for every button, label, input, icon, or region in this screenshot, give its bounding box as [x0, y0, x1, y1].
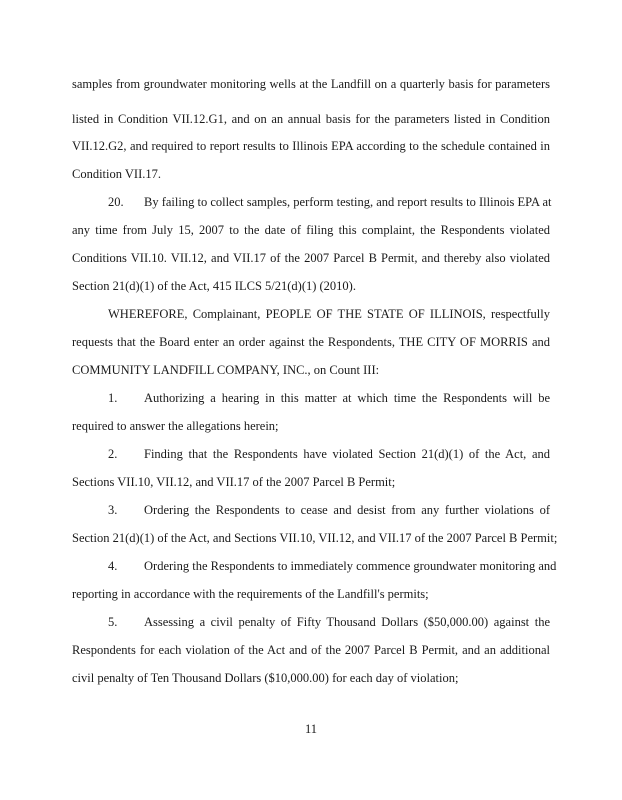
- text-line: Assessing a civil penalty of Fifty Thousand Dollars ($50,000.00) against the: [144, 615, 550, 629]
- text-line: samples from groundwater monitoring wells at the Landfill on a quarterly basis for parameters: [72, 77, 550, 91]
- text-line: By failing to collect samples, perform testing, and report results to Illinois EPA at: [144, 195, 552, 209]
- text-line: Conditions VII.10. VII.12, and VII.17 of the 2007 Parcel B Permit, and thereby also violated: [72, 251, 550, 265]
- list-item-3: [72, 502, 550, 518]
- list-item-1: [72, 390, 550, 406]
- text-line: Authorizing a hearing in this matter at which time the Respondents will be: [144, 391, 550, 405]
- item-number: 4.: [108, 559, 118, 573]
- text-line: Finding that the Respondents have violated Section 21(d)(1) of the Act, and: [144, 447, 550, 461]
- paragraph-20: [72, 194, 550, 210]
- text-line: any time from July 15, 2007 to the date of filing this complaint, the Respondents violated: [72, 223, 550, 237]
- text-line: listed in Condition VII.12.G1, and on an annual basis for the parameters listed in Condition: [72, 112, 550, 126]
- text-line: Section 21(d)(1) of the Act, and Sections VII.10, VII.12, and VII.17 of the 2007 Parcel B Permit;: [72, 531, 558, 545]
- text-line: COMMUNITY LANDFILL COMPANY, INC., on Count III:: [72, 363, 380, 377]
- page-number: 11: [304, 722, 318, 736]
- text-line: Ordering the Respondents to cease and desist from any further violations of: [144, 503, 550, 517]
- text-line: Section 21(d)(1) of the Act, 415 ILCS 5/21(d)(1) (2010).: [72, 279, 356, 293]
- item-number: 3.: [108, 503, 118, 517]
- text-line: requests that the Board enter an order against the Respondents, THE CITY OF MORRIS and: [72, 335, 550, 349]
- text-line: civil penalty of Ten Thousand Dollars ($10,000.00) for each day of violation;: [72, 671, 459, 685]
- list-item-5: [72, 614, 550, 630]
- text-line: Sections VII.10, VII.12, and VII.17 of the 2007 Parcel B Permit;: [72, 475, 396, 489]
- item-number: 5.: [108, 615, 118, 629]
- text-line: reporting in accordance with the requirements of the Landfill's permits;: [72, 587, 429, 601]
- text-line: WHEREFORE, Complainant, PEOPLE OF THE STATE OF ILLINOIS, respectfully: [108, 307, 550, 321]
- text-line: Ordering the Respondents to immediately commence groundwater monitoring and: [144, 559, 557, 573]
- paragraph-number: 20.: [108, 195, 124, 209]
- text-line: Respondents for each violation of the Act and of the 2007 Parcel B Permit, and an additional: [72, 643, 550, 657]
- list-item-2: [72, 446, 550, 462]
- list-item-4: [72, 558, 557, 574]
- item-number: 2.: [108, 447, 118, 461]
- text-line: VII.12.G2, and required to report results to Illinois EPA according to the schedule contained in: [72, 139, 550, 153]
- text-line: Condition VII.17.: [72, 167, 162, 181]
- item-number: 1.: [108, 391, 118, 405]
- text-line: required to answer the allegations herein;: [72, 419, 279, 433]
